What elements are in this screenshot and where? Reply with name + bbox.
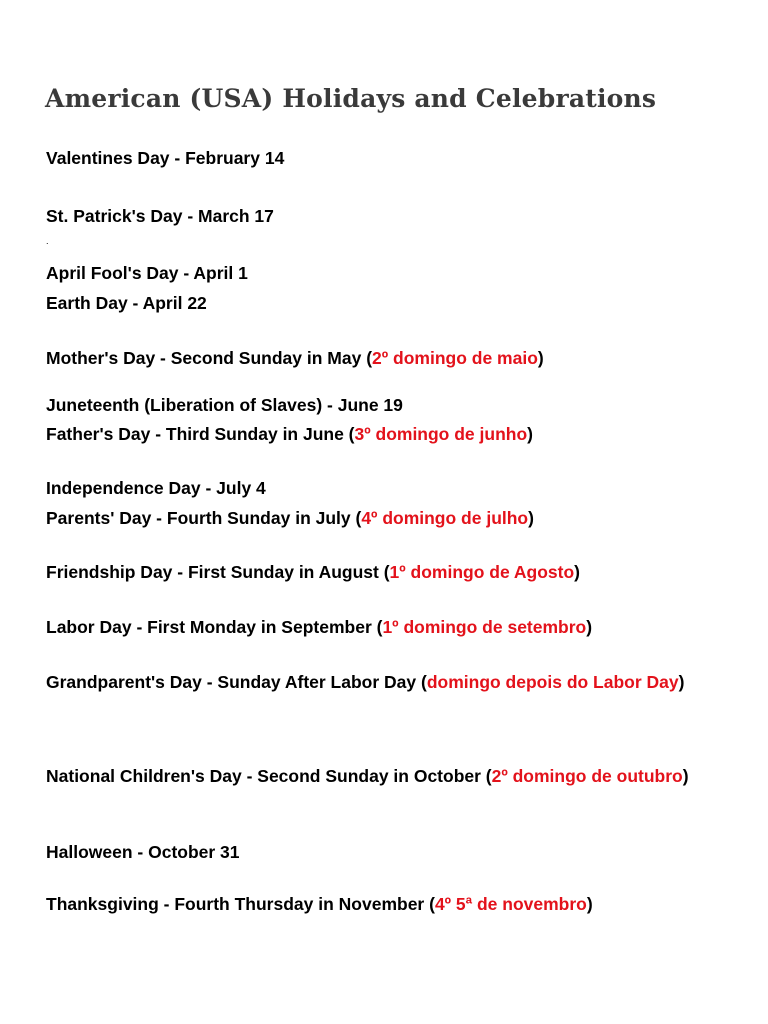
holiday-text: Parents' Day - Fourth Sunday in July ( — [46, 508, 362, 528]
holiday-entry — [46, 508, 726, 528]
portuguese-translation: 3º domingo de junho — [354, 424, 528, 444]
holiday-text: Earth Day - April 22 — [46, 293, 207, 313]
holiday-entry — [46, 348, 726, 368]
holiday-entry — [46, 766, 726, 786]
holiday-entry — [46, 842, 726, 862]
holiday-entry — [46, 148, 726, 168]
holiday-entry — [46, 672, 726, 692]
holiday-text: Father's Day - Third Sunday in June ( — [46, 424, 355, 444]
holiday-entry — [46, 894, 726, 914]
closing-paren: ) — [678, 672, 685, 692]
holiday-text: April Fool's Day - April 1 — [46, 263, 248, 283]
holiday-text: Juneteenth (Liberation of Slaves) - June 19 — [46, 395, 403, 415]
closing-paren: ) — [528, 508, 534, 528]
portuguese-translation: domingo depois do Labor Day — [426, 672, 679, 692]
holiday-entry — [46, 293, 726, 313]
portuguese-translation: 4º domingo de julho — [361, 508, 529, 528]
portuguese-translation: 4º 5ª de novembro — [434, 894, 587, 914]
closing-paren: ) — [586, 894, 593, 914]
portuguese-translation: 2º domingo de maio — [372, 348, 538, 368]
closing-paren: ) — [574, 562, 580, 582]
closing-paren: ) — [586, 617, 593, 637]
holiday-text: Halloween - October 31 — [46, 842, 240, 862]
closing-paren: ) — [527, 424, 533, 444]
holiday-text: Thanksgiving - Fourth Thursday in November ( — [46, 894, 435, 914]
holiday-text: St. Patrick's Day - March 17 — [46, 206, 274, 226]
closing-paren: ) — [537, 348, 544, 368]
holiday-text: Valentines Day - February 14 — [46, 148, 285, 168]
portuguese-translation: 1º domingo de Agosto — [389, 562, 575, 582]
closing-paren: ) — [682, 766, 689, 786]
portuguese-translation: 1º domingo de setembro — [382, 617, 587, 637]
page-title: American (USA) Holidays and Celebrations — [45, 84, 657, 113]
holiday-text: Grandparent's Day - Sunday After Labor Day ( — [46, 672, 427, 692]
holiday-entry — [46, 263, 726, 283]
holiday-entry — [46, 424, 726, 444]
holiday-text: National Children's Day - Second Sunday in October ( — [46, 766, 492, 786]
holiday-text: Labor Day - First Monday in September ( — [46, 617, 383, 637]
holiday-entry — [46, 478, 726, 498]
holiday-text: Friendship Day - First Sunday in August ( — [46, 562, 390, 582]
portuguese-translation: 2º domingo de outubro — [491, 766, 683, 786]
holiday-entry — [46, 562, 726, 582]
holiday-entry — [46, 206, 726, 226]
holiday-entry — [46, 395, 726, 415]
holiday-text: Mother's Day - Second Sunday in May ( — [46, 348, 373, 368]
holiday-text: Independence Day - July 4 — [46, 478, 266, 498]
holiday-entry — [46, 617, 726, 637]
separator-dot: . — [46, 236, 49, 246]
